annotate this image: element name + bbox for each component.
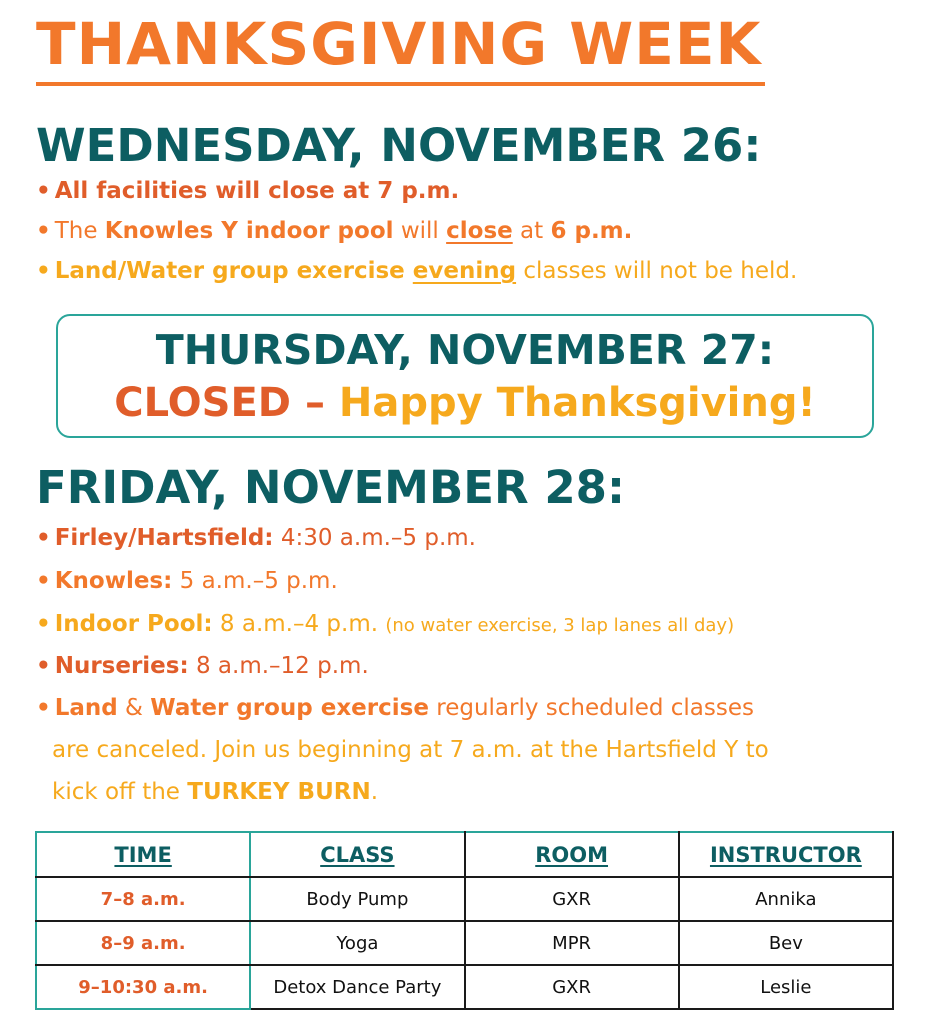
thursday-closed-box <box>56 314 874 438</box>
header-instructor: INSTRUCTOR <box>679 832 893 877</box>
cell-class: Detox Dance Party <box>250 965 464 1009</box>
pool-text-b: Knowles Y indoor pool <box>104 218 394 244</box>
table-header-row <box>36 832 893 877</box>
cell-class: Yoga <box>250 921 464 965</box>
table-row <box>36 877 893 921</box>
cell-class: Body Pump <box>250 877 464 921</box>
cell-room: MPR <box>465 921 679 965</box>
cell-time: 9–10:30 a.m. <box>36 965 250 1009</box>
land-label: Land <box>54 695 118 721</box>
friday-item-knowles: • Knowles: 5 a.m.–5 p.m. <box>36 568 338 594</box>
happy-thanksgiving-label: Happy Thanksgiving! <box>338 380 816 426</box>
cell-instructor: Bev <box>679 921 893 965</box>
pool-value: 8 a.m.–4 p.m. <box>212 611 379 637</box>
pool-note: (no water exercise, 3 lap lanes all day) <box>385 615 735 636</box>
wednesday-item-facilities: • All facilities will close at 7 p.m. <box>36 178 460 204</box>
table-row <box>36 965 893 1009</box>
classes-text-c: classes will not be held. <box>516 258 798 284</box>
water-label: Water group exercise <box>150 695 429 721</box>
knowles-label: Knowles: <box>54 568 173 594</box>
turkey-burn-label: TURKEY BURN <box>187 779 371 805</box>
firley-label: Firley/Hartsfield: <box>54 525 274 551</box>
cell-time: 7–8 a.m. <box>36 877 250 921</box>
thursday-message <box>58 376 872 430</box>
pool-text-d: close <box>446 218 513 244</box>
header-room: ROOM <box>465 832 679 877</box>
wednesday-item-classes: • Land/Water group exercise evening classes will not be held. <box>36 258 798 284</box>
classes-text-a: Land/Water group exercise <box>54 258 413 284</box>
cell-instructor: Annika <box>679 877 893 921</box>
header-time: TIME <box>36 832 250 877</box>
land-text: regularly scheduled classes <box>428 695 754 721</box>
pool-text-f: 6 p.m. <box>550 218 633 244</box>
friday-item-land-water: • Land & Water group exercise regularly scheduled classes <box>36 695 754 721</box>
turkey-text-a: kick off the <box>52 779 188 805</box>
classes-text-b: evening <box>412 258 517 284</box>
page-title: THANKSGIVING WEEK <box>36 6 765 86</box>
wednesday-heading: WEDNESDAY, NOVEMBER 26: <box>36 119 762 172</box>
knowles-value: 5 a.m.–5 p.m. <box>172 568 338 594</box>
pool-text-e: at <box>512 218 551 244</box>
closed-label: CLOSED <box>114 380 292 426</box>
pool-label: Indoor Pool: <box>54 611 213 637</box>
cell-time: 8–9 a.m. <box>36 921 250 965</box>
friday-heading: FRIDAY, NOVEMBER 28: <box>36 461 625 514</box>
friday-land-line3 <box>52 775 378 809</box>
wednesday-item-pool: • The Knowles Y indoor pool will close at 6 p.m. <box>36 218 633 244</box>
friday-item-nurseries: • Nurseries: 8 a.m.–12 p.m. <box>36 653 369 679</box>
class-schedule-table <box>35 831 894 1010</box>
friday-item-firley: • Firley/Hartsfield: 4:30 a.m.–5 p.m. <box>36 525 476 551</box>
wednesday-item-facilities-text: All facilities will close at 7 p.m. <box>54 178 460 204</box>
friday-item-pool: • Indoor Pool: 8 a.m.–4 p.m. (no water exercise, 3 lap lanes all day) <box>36 611 735 637</box>
land-amp: & <box>117 695 151 721</box>
pool-text-c: will <box>393 218 447 244</box>
cell-room: GXR <box>465 965 679 1009</box>
cell-instructor: Leslie <box>679 965 893 1009</box>
closed-dash: – <box>291 380 339 426</box>
cell-room: GXR <box>465 877 679 921</box>
pool-text-a: The <box>54 218 105 244</box>
header-class: CLASS <box>250 832 464 877</box>
nurseries-value: 8 a.m.–12 p.m. <box>188 653 369 679</box>
friday-land-line2: are canceled. Join us beginning at 7 a.m. at the Hartsfield Y to <box>52 737 769 763</box>
thursday-heading: THURSDAY, NOVEMBER 27: <box>155 326 775 374</box>
nurseries-label: Nurseries: <box>54 653 189 679</box>
firley-value: 4:30 a.m.–5 p.m. <box>273 525 476 551</box>
turkey-text-c: . <box>370 779 379 805</box>
table-row <box>36 921 893 965</box>
